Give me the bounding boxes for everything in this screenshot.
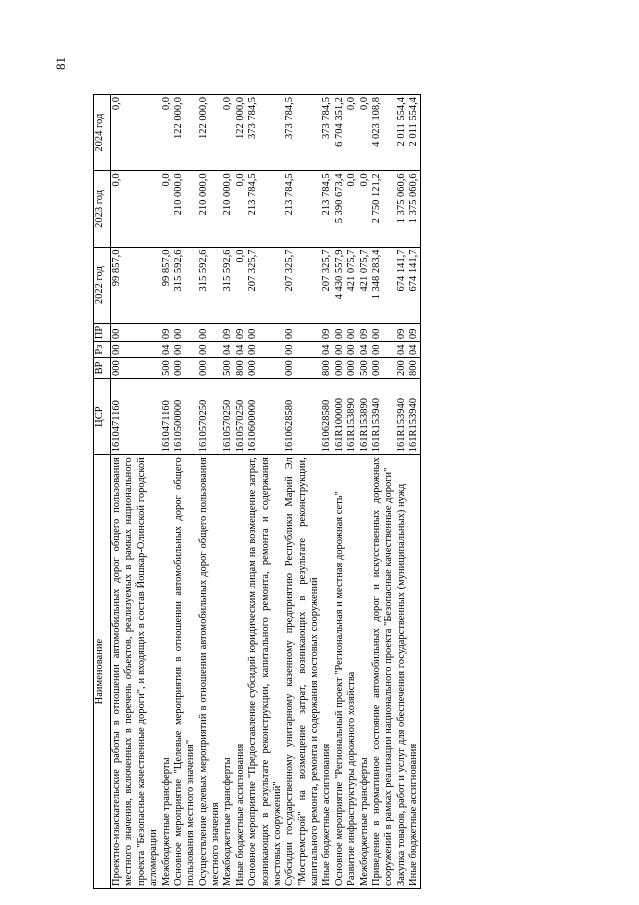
cell-2023: 213 784,5 xyxy=(284,171,321,247)
cell-2022: 4 430 557,9 xyxy=(334,247,346,323)
cell-2022: 674 141,7 xyxy=(396,247,408,323)
cell-csr: 161R153940 xyxy=(396,378,408,454)
cell-pr: 00 xyxy=(284,323,321,341)
cell-2023: 0,0 xyxy=(111,171,161,247)
cell-2022: 421 075,7 xyxy=(346,247,358,323)
budget-table xyxy=(93,94,421,889)
cell-rz: 04 xyxy=(321,342,333,358)
cell-pr: 00 xyxy=(111,323,161,341)
cell-2023: 0,0 xyxy=(359,171,371,247)
cell-csr: 1610570250 xyxy=(222,378,234,454)
cell-2023: 1 375 060,6 xyxy=(408,171,421,247)
cell-pr: 09 xyxy=(408,323,421,341)
cell-2024: 373 784,5 xyxy=(247,95,284,171)
header-rz: Рз xyxy=(94,342,111,358)
cell-2023: 1 375 060,6 xyxy=(396,171,408,247)
table-row xyxy=(247,95,284,889)
header-name: Наименование xyxy=(94,455,111,889)
cell-csr: 161R153940 xyxy=(371,378,396,454)
table-row xyxy=(222,95,234,889)
cell-2022: 99 857,0 xyxy=(161,247,173,323)
cell-vr: 500 xyxy=(161,357,173,378)
cell-name: Межбюджетные трансферты xyxy=(222,455,234,889)
header-vr: ВР xyxy=(94,357,111,378)
header-2022: 2022 год xyxy=(94,247,111,323)
cell-name: Межбюджетные трансферты xyxy=(161,455,173,889)
cell-2022: 99 857,0 xyxy=(111,247,161,323)
cell-pr: 09 xyxy=(222,323,234,341)
table-row xyxy=(284,95,321,889)
cell-2022: 674 141,7 xyxy=(408,247,421,323)
budget-table-container xyxy=(93,94,567,889)
cell-name: Основное мероприятие "Региональный проект "Региональная и местная дорожная сеть" xyxy=(334,455,346,889)
cell-vr: 800 xyxy=(235,357,247,378)
cell-2022: 315 592,6 xyxy=(222,247,234,323)
table-row xyxy=(371,95,396,889)
cell-rz: 00 xyxy=(111,342,161,358)
cell-csr: 1610471160 xyxy=(111,378,161,454)
cell-name: Проектно-изыскательские работы в отношении автомобильных дорог общего пользования местного значения, включенных в перечень объектов, реализуемых в рамках национального проекта "Безопасные качественные дороги", и входящих в состав Йошкар-Олинской городской агломерации xyxy=(111,455,161,889)
cell-csr: 1610471160 xyxy=(161,378,173,454)
cell-2023: 5 390 673,4 xyxy=(334,171,346,247)
cell-csr: 1610628580 xyxy=(321,378,333,454)
cell-vr: 000 xyxy=(334,357,346,378)
table-row xyxy=(346,95,358,889)
cell-pr: 09 xyxy=(359,323,371,341)
cell-vr: 000 xyxy=(111,357,161,378)
cell-name: Основное мероприятие "Предоставление субсидий юридическим лицам на возмещение затрат, возникающих в результате реконструкции, капитального ремонта, ремонта и содержания мостовых сооружений" xyxy=(247,455,284,889)
cell-name: Развитие инфраструктуры дорожного хозяйства xyxy=(346,455,358,889)
table-row xyxy=(334,95,346,889)
cell-name: Иные бюджетные ассигнования xyxy=(408,455,421,889)
cell-2023: 0,0 xyxy=(235,171,247,247)
table-row xyxy=(359,95,371,889)
cell-vr: 000 xyxy=(198,357,223,378)
cell-vr: 000 xyxy=(247,357,284,378)
cell-2022: 207 325,7 xyxy=(321,247,333,323)
cell-vr: 500 xyxy=(359,357,371,378)
cell-csr: 1610570250 xyxy=(235,378,247,454)
cell-2024: 0,0 xyxy=(222,95,234,171)
table-body xyxy=(111,95,421,889)
cell-vr: 500 xyxy=(222,357,234,378)
cell-pr: 00 xyxy=(334,323,346,341)
cell-rz: 00 xyxy=(173,342,198,358)
cell-2023: 0,0 xyxy=(346,171,358,247)
cell-2023: 213 784,5 xyxy=(247,171,284,247)
page-number: 81 xyxy=(53,57,68,70)
cell-vr: 800 xyxy=(321,357,333,378)
cell-csr: 1610570250 xyxy=(198,378,223,454)
cell-vr: 000 xyxy=(284,357,321,378)
cell-rz: 00 xyxy=(346,342,358,358)
header-csr: ЦСР xyxy=(94,378,111,454)
cell-name: Осуществление целевых мероприятий в отношении автомобильных дорог общего пользования местного значения xyxy=(198,455,223,889)
cell-rz: 04 xyxy=(235,342,247,358)
cell-name: Межбюджетные трансферты xyxy=(359,455,371,889)
cell-name: Иные бюджетные ассигнования xyxy=(235,455,247,889)
cell-2024: 0,0 xyxy=(359,95,371,171)
cell-2024: 373 784,5 xyxy=(321,95,333,171)
cell-pr: 00 xyxy=(173,323,198,341)
cell-2022: 421 075,7 xyxy=(359,247,371,323)
cell-pr: 00 xyxy=(346,323,358,341)
cell-2022: 315 592,6 xyxy=(198,247,223,323)
cell-rz: 04 xyxy=(222,342,234,358)
cell-2022: 207 325,7 xyxy=(247,247,284,323)
cell-2024: 0,0 xyxy=(111,95,161,171)
cell-vr: 200 xyxy=(396,357,408,378)
table-row xyxy=(235,95,247,889)
table-row xyxy=(198,95,223,889)
cell-pr: 09 xyxy=(235,323,247,341)
cell-vr: 000 xyxy=(371,357,396,378)
cell-rz: 04 xyxy=(161,342,173,358)
cell-rz: 04 xyxy=(396,342,408,358)
cell-rz: 00 xyxy=(198,342,223,358)
cell-2023: 2 750 121,2 xyxy=(371,171,396,247)
cell-2022: 315 592,6 xyxy=(173,247,198,323)
table-row xyxy=(408,95,421,889)
cell-csr: 161R153940 xyxy=(408,378,421,454)
header-2023: 2023 год xyxy=(94,171,111,247)
cell-vr: 800 xyxy=(408,357,421,378)
cell-2024: 122 000,0 xyxy=(198,95,223,171)
cell-2024: 4 023 108,8 xyxy=(371,95,396,171)
header-pr: ПР xyxy=(94,323,111,341)
header-2024: 2024 год xyxy=(94,95,111,171)
cell-name: Основное мероприятие "Целевые мероприятия в отношении автомобильных дорог общего пользования местного значения" xyxy=(173,455,198,889)
table-row xyxy=(396,95,408,889)
cell-name: Закупка товаров, работ и услуг для обеспечения государственных (муниципальных) нужд xyxy=(396,455,408,889)
cell-csr: 161R153890 xyxy=(346,378,358,454)
cell-rz: 00 xyxy=(247,342,284,358)
cell-pr: 09 xyxy=(321,323,333,341)
cell-pr: 00 xyxy=(198,323,223,341)
cell-2024: 0,0 xyxy=(346,95,358,171)
cell-csr: 1610600000 xyxy=(247,378,284,454)
cell-csr: 161R153890 xyxy=(359,378,371,454)
table-row xyxy=(321,95,333,889)
cell-csr: 1610628580 xyxy=(284,378,321,454)
cell-2024: 373 784,5 xyxy=(284,95,321,171)
cell-2024: 2 011 554,4 xyxy=(396,95,408,171)
cell-2024: 2 011 554,4 xyxy=(408,95,421,171)
cell-csr: 161R100000 xyxy=(334,378,346,454)
cell-name: Субсидии государственному унитарному казенному предприятию Республики Марий Эл "Мостремстрой" на возмещение затрат, возникающих в результате реконструкции, капитального ремонта, ремонта и содержания мостовых сооружений xyxy=(284,455,321,889)
table-row xyxy=(173,95,198,889)
cell-pr: 00 xyxy=(371,323,396,341)
table-row xyxy=(161,95,173,889)
cell-pr: 00 xyxy=(247,323,284,341)
cell-vr: 000 xyxy=(346,357,358,378)
cell-2024: 0,0 xyxy=(161,95,173,171)
cell-rz: 00 xyxy=(371,342,396,358)
cell-2024: 6 704 351,2 xyxy=(334,95,346,171)
cell-2022: 1 348 283,4 xyxy=(371,247,396,323)
cell-2023: 213 784,5 xyxy=(321,171,333,247)
cell-2024: 122 000,0 xyxy=(235,95,247,171)
table-row xyxy=(111,95,161,889)
cell-name: Приведение в нормативное состояние автомобильных дорог и искусственных дорожных сооружений в рамках реализации национального проекта "Безопасные качественные дороги" xyxy=(371,455,396,889)
cell-2023: 210 000,0 xyxy=(222,171,234,247)
cell-name: Иные бюджетные ассигнования xyxy=(321,455,333,889)
cell-2023: 210 000,0 xyxy=(173,171,198,247)
cell-rz: 04 xyxy=(359,342,371,358)
cell-2022: 0,0 xyxy=(235,247,247,323)
table-header-row xyxy=(94,95,111,889)
cell-2023: 0,0 xyxy=(161,171,173,247)
cell-rz: 04 xyxy=(408,342,421,358)
cell-2024: 122 000,0 xyxy=(173,95,198,171)
cell-2023: 210 000,0 xyxy=(198,171,223,247)
cell-pr: 09 xyxy=(396,323,408,341)
cell-rz: 00 xyxy=(284,342,321,358)
cell-rz: 00 xyxy=(334,342,346,358)
cell-csr: 1610500000 xyxy=(173,378,198,454)
cell-2022: 207 325,7 xyxy=(284,247,321,323)
cell-vr: 000 xyxy=(173,357,198,378)
cell-pr: 09 xyxy=(161,323,173,341)
